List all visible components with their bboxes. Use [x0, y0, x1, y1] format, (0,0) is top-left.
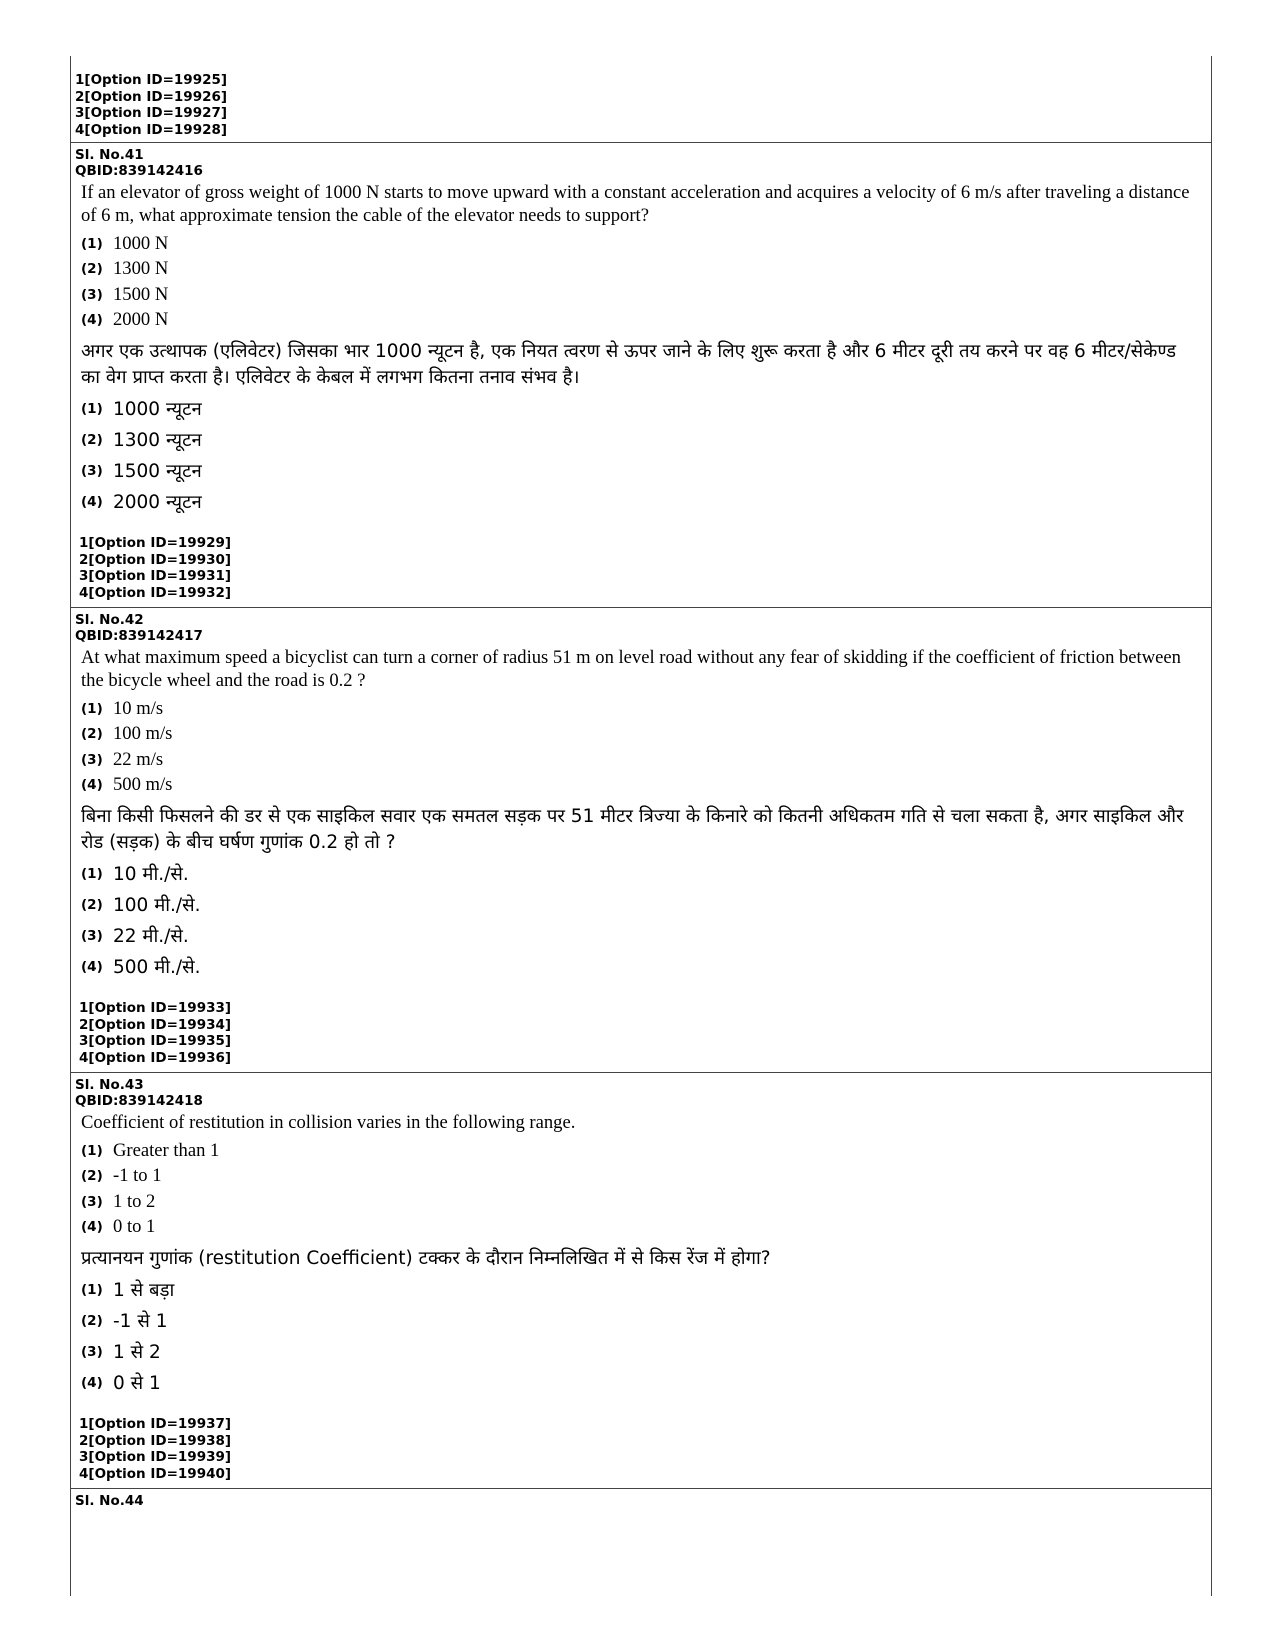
- option-item: [75, 1367, 1207, 1398]
- option-item: [75, 1138, 1207, 1164]
- question-block: [71, 607, 1211, 1072]
- option-text: -1 to 1: [113, 1165, 162, 1187]
- option-number: (1): [81, 865, 103, 882]
- question-block: [71, 1488, 1211, 1509]
- option-item: [75, 455, 1207, 486]
- qbid: QBID:839142416: [75, 163, 203, 179]
- option-number: (4): [81, 777, 103, 794]
- options-english: [75, 231, 1207, 333]
- option-item: [75, 1164, 1207, 1190]
- option-text: 500 m/s: [113, 774, 173, 796]
- option-text: 2000 न्यूटन: [113, 492, 202, 513]
- option-id: 2[Option ID=19926]: [75, 88, 228, 105]
- option-text: 0 से 1: [113, 1373, 161, 1394]
- question-header: [75, 1493, 1207, 1509]
- serial-number: Sl. No.42: [75, 612, 144, 628]
- option-text: 1 से 2: [113, 1342, 161, 1363]
- option-number: (1): [81, 1281, 103, 1298]
- qbid: QBID:839142417: [75, 628, 203, 644]
- question-paper-page: [70, 56, 1212, 1596]
- option-number: (4): [81, 493, 103, 510]
- option-id: 2[Option ID=19930]: [79, 551, 232, 568]
- option-id: 4[Option ID=19936]: [79, 1049, 232, 1066]
- option-item: [75, 773, 1207, 799]
- serial-number: Sl. No.44: [75, 1493, 144, 1509]
- question-header: [75, 147, 1207, 179]
- option-item: [75, 308, 1207, 334]
- option-item: [75, 257, 1207, 283]
- option-text: 100 m/s: [113, 723, 173, 745]
- option-text: 10 मी./से.: [113, 864, 189, 885]
- option-number: (3): [81, 927, 103, 944]
- option-text: 100 मी./से.: [113, 895, 201, 916]
- option-number: (3): [81, 1193, 103, 1210]
- option-text: 22 मी./से.: [113, 926, 189, 947]
- option-item: [75, 696, 1207, 722]
- option-id: 1[Option ID=19937]: [79, 1416, 232, 1432]
- serial-number: Sl. No.43: [75, 1077, 144, 1093]
- option-id: 3[Option ID=19939]: [79, 1449, 232, 1465]
- option-id-list: [71, 56, 1211, 142]
- option-item: [75, 231, 1207, 257]
- serial-number: Sl. No.41: [75, 147, 144, 163]
- option-item: [75, 282, 1207, 308]
- option-id: 4[Option ID=19932]: [79, 584, 232, 601]
- option-text: 10 m/s: [113, 697, 164, 719]
- option-number: (3): [81, 1343, 103, 1360]
- option-item: [75, 858, 1207, 889]
- option-number: (2): [81, 726, 103, 743]
- option-number: (3): [81, 462, 103, 479]
- option-number: (2): [81, 431, 103, 448]
- option-id-list: [75, 982, 1207, 1070]
- option-item: [75, 486, 1207, 517]
- option-item: [75, 920, 1207, 951]
- option-id: 1[Option ID=19929]: [79, 535, 232, 551]
- option-text: 1 से बड़ा: [113, 1280, 175, 1301]
- question-text-hindi: बिना किसी फिसलने की डर से एक साइकिल सवार एक समतल सड़क पर 51 मीटर त्रिज्या के किनारे को कितनी अधिकतम गति से चला सकता है, अगर साइकिल और रोड (सड़क) के बीच घर्षण गुणांक 0.2 हो तो ?: [81, 806, 1184, 853]
- question-block: [71, 142, 1211, 607]
- option-number: (4): [81, 958, 103, 975]
- option-number: (4): [81, 1219, 103, 1236]
- option-text: Greater than 1: [113, 1139, 220, 1161]
- option-text: 1300 न्यूटन: [113, 430, 202, 451]
- question-text-english: At what maximum speed a bicyclist can turn a corner of radius 51 m on level road without any fear of skidding if the coefficient of friction between the bicycle wheel and the road is 0.2 ?: [81, 647, 1181, 691]
- qbid: QBID:839142418: [75, 1093, 203, 1109]
- option-item: [75, 889, 1207, 920]
- option-text: 500 मी./से.: [113, 957, 201, 978]
- question-text-english: If an elevator of gross weight of 1000 N starts to move upward with a constant acceleration and acquires a velocity of 6 m/s after traveling a distance of 6 m, what approximate tension the cable of the elevator needs to support?: [81, 182, 1190, 226]
- options-hindi: [75, 858, 1207, 982]
- option-number: (2): [81, 1168, 103, 1185]
- question-header: [75, 1077, 1207, 1109]
- option-number: (1): [81, 700, 103, 717]
- option-number: (4): [81, 312, 103, 329]
- options-english: [75, 1138, 1207, 1240]
- option-item: [75, 424, 1207, 455]
- option-text: 1000 न्यूटन: [113, 399, 202, 420]
- option-number: (3): [81, 751, 103, 768]
- options-hindi: [75, 1274, 1207, 1398]
- option-text: 1500 N: [113, 283, 169, 305]
- option-number: (2): [81, 896, 103, 913]
- option-id: 2[Option ID=19934]: [79, 1016, 232, 1033]
- option-id: 3[Option ID=19931]: [79, 568, 232, 584]
- option-text: -1 से 1: [113, 1311, 168, 1332]
- option-id: 1[Option ID=19933]: [79, 1000, 232, 1016]
- option-number: (2): [81, 261, 103, 278]
- option-text: 1 to 2: [113, 1190, 156, 1212]
- option-number: (1): [81, 400, 103, 417]
- option-item: [75, 1305, 1207, 1336]
- option-item: [75, 1189, 1207, 1215]
- question-text-hindi: अगर एक उत्थापक (एलिवेटर) जिसका भार 1000 न्यूटन है, एक नियत त्वरण से ऊपर जाने के लिए शुरू करता है और 6 मीटर दूरी तय करने पर वह 6 मीटर/सेकेण्ड का वेग प्राप्त करता है। एलिवेटर के केबल में लगभग कितना तनाव संभव है।: [81, 341, 1177, 388]
- option-text: 1500 न्यूटन: [113, 461, 202, 482]
- option-text: 1000 N: [113, 232, 169, 254]
- option-item: [75, 393, 1207, 424]
- option-id: 1[Option ID=19925]: [75, 72, 228, 88]
- question-text-english: Coefficient of restitution in collision varies in the following range.: [81, 1112, 576, 1133]
- options-english: [75, 696, 1207, 798]
- option-item: [75, 1336, 1207, 1367]
- option-number: (1): [81, 235, 103, 252]
- question-block: [71, 1072, 1211, 1488]
- question-header: [75, 612, 1207, 644]
- option-text: 22 m/s: [113, 748, 164, 770]
- option-id: 4[Option ID=19928]: [75, 121, 228, 138]
- option-item: [75, 951, 1207, 982]
- option-number: (4): [81, 1374, 103, 1391]
- option-item: [75, 1215, 1207, 1241]
- option-number: (2): [81, 1312, 103, 1329]
- option-number: (3): [81, 286, 103, 303]
- question-text-hindi: प्रत्यानयन गुणांक (restitution Coefficient) टक्कर के दौरान निम्नलिखित में से किस रेंज में होगा?: [81, 1248, 771, 1269]
- options-hindi: [75, 393, 1207, 517]
- option-item: [75, 747, 1207, 773]
- option-id-list: [75, 517, 1207, 605]
- option-id: 4[Option ID=19940]: [79, 1465, 232, 1482]
- option-item: [75, 1274, 1207, 1305]
- option-text: 1300 N: [113, 258, 169, 280]
- option-id-list: [75, 1398, 1207, 1486]
- option-text: 2000 N: [113, 309, 169, 331]
- option-number: (1): [81, 1142, 103, 1159]
- option-id: 2[Option ID=19938]: [79, 1432, 232, 1449]
- option-id: 3[Option ID=19935]: [79, 1033, 232, 1049]
- option-item: [75, 722, 1207, 748]
- option-text: 0 to 1: [113, 1216, 156, 1238]
- option-id: 3[Option ID=19927]: [75, 105, 228, 121]
